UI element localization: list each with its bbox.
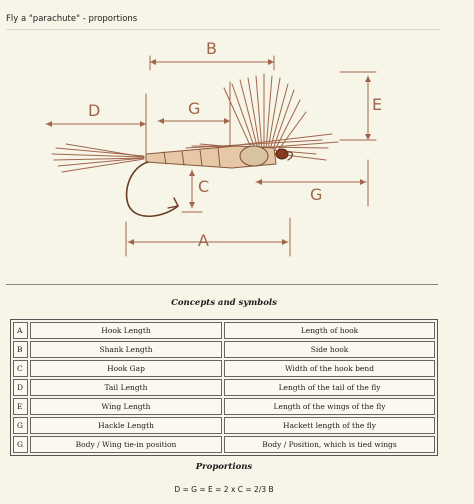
symbol-cell: E <box>13 398 28 415</box>
term-cell: Wing Length <box>30 398 222 415</box>
thorax <box>240 146 268 166</box>
symbol-cell: D <box>13 379 28 396</box>
fly-head <box>276 149 288 159</box>
concepts-table-body <box>13 322 435 453</box>
term-cell: Body / Wing tie-in position <box>30 436 222 453</box>
table-row <box>13 322 435 339</box>
description-cell: Body / Position, which is tied wings <box>224 436 435 453</box>
table-row <box>13 436 435 453</box>
description-cell: Length of the wings of the fly <box>224 398 435 415</box>
fly-sketch <box>36 36 436 268</box>
table-row <box>13 341 435 358</box>
term-cell: Shank Length <box>30 341 222 358</box>
table-row <box>13 417 435 434</box>
symbol-cell: A <box>13 322 28 339</box>
concepts-table <box>10 319 438 456</box>
label-g-bottom: G <box>310 185 323 204</box>
page-title: Fly a "parachute" - proportions <box>6 14 138 24</box>
symbol-cell: G <box>13 436 28 453</box>
description-cell: Side hook <box>224 341 435 358</box>
description-cell: Length of hook <box>224 322 435 339</box>
label-c: C <box>198 177 210 196</box>
term-cell: Hackle Length <box>30 417 222 434</box>
term-cell: Tail Length <box>30 379 222 396</box>
proportions-heading: Proportions <box>195 462 253 472</box>
label-a: A <box>198 231 209 250</box>
tail-fibers <box>52 144 144 172</box>
label-e: E <box>372 95 383 114</box>
description-cell: Hackett length of the fly <box>224 417 435 434</box>
symbol-cell: C <box>13 360 28 377</box>
title-divider <box>6 29 440 30</box>
label-g-top: G <box>188 99 201 118</box>
section-divider <box>6 284 438 285</box>
symbol-cell: B <box>13 341 28 358</box>
description-cell: Width of the hook bend <box>224 360 435 377</box>
table-row <box>13 379 435 396</box>
concepts-heading: Concepts and symbols <box>171 298 277 308</box>
table-row <box>13 398 435 415</box>
term-cell: Hook Gap <box>30 360 222 377</box>
table-row <box>13 360 435 377</box>
term-cell: Hook Length <box>30 322 222 339</box>
label-b: B <box>206 39 217 58</box>
label-d: D <box>88 101 101 120</box>
description-cell: Length of the tail of the fly <box>224 379 435 396</box>
symbol-cell: G <box>13 417 28 434</box>
proportions-formula: D = G = E = 2 x C = 2/3 B <box>174 485 274 494</box>
